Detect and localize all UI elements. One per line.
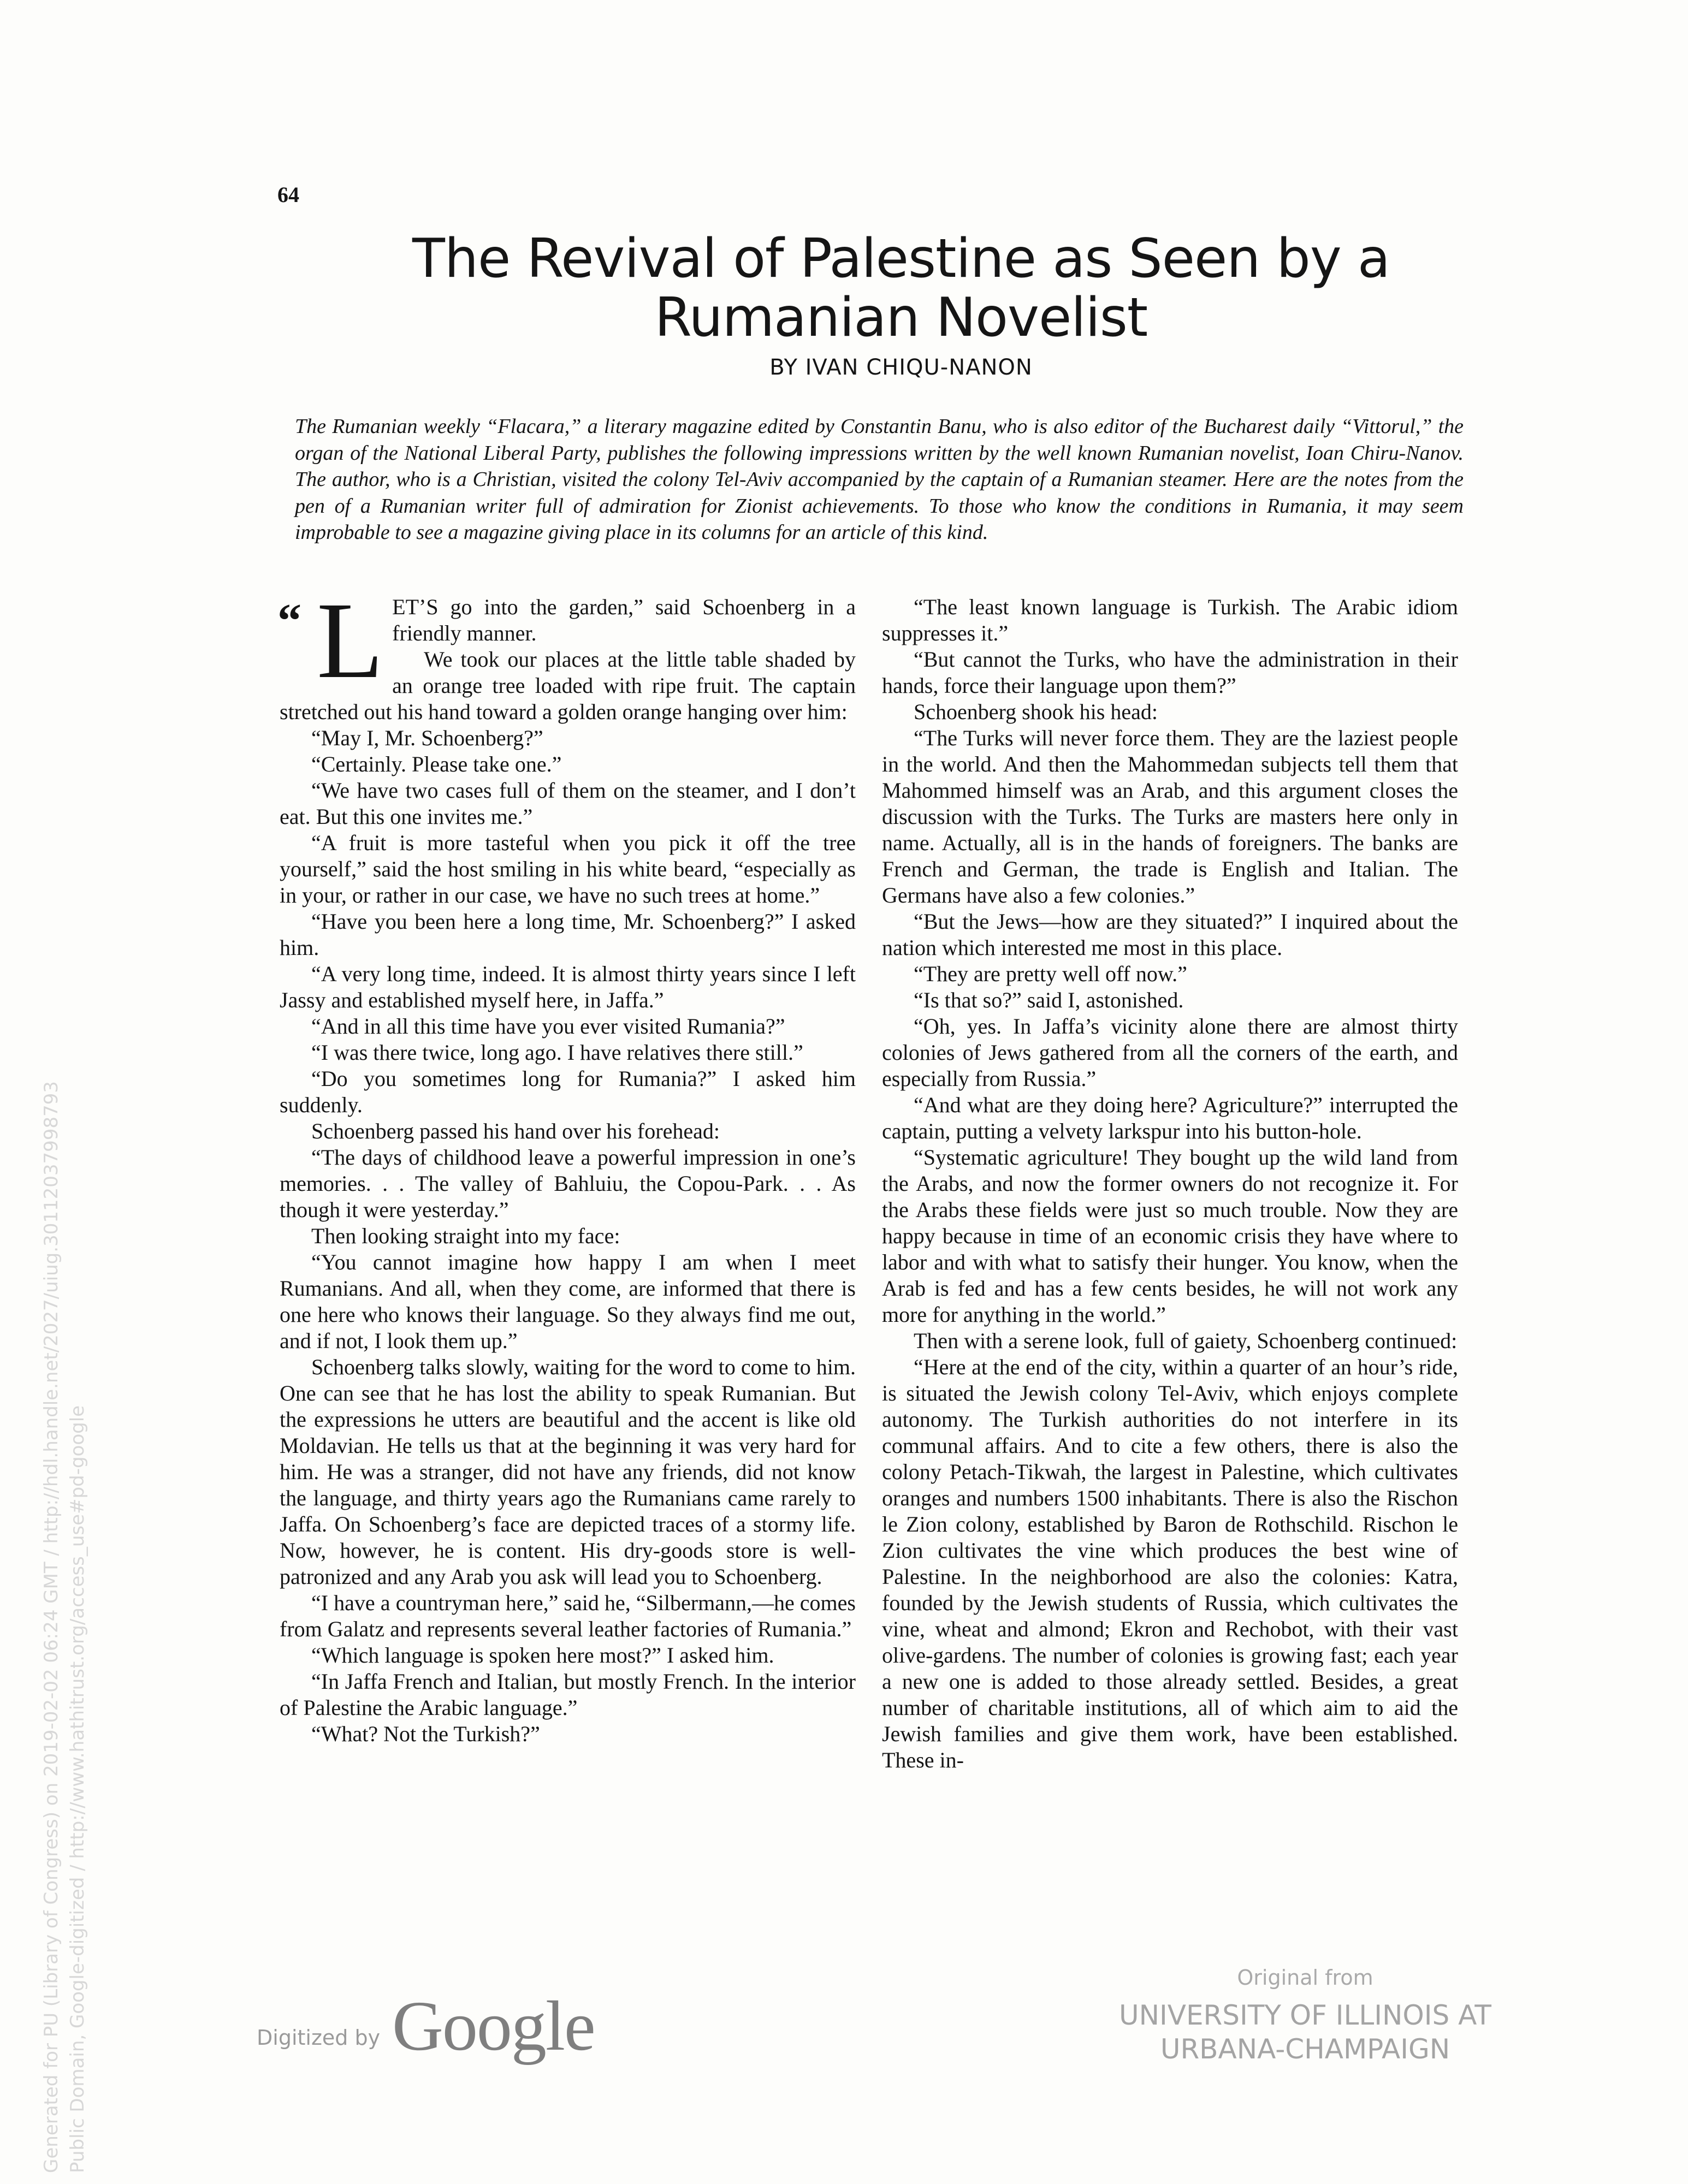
paragraph: “And in all this time have you ever visited Rumania?”: [311, 1014, 785, 1038]
paragraph: “I have a countryman here,” said he, “Silbermann,—he comes from Galatz and represents several leather factories of Rumania.”: [280, 1590, 856, 1641]
paragraph: “We have two cases full of them on the steamer, and I don’t eat. But this one invites me.”: [280, 778, 856, 829]
paragraph: “A very long time, indeed. It is almost thirty years since I left Jassy and established myself here, in Jaffa.”: [280, 962, 856, 1012]
paragraph: “The least known language is Turkish. The Arabic idiom suppresses it.”: [882, 595, 1458, 645]
paragraph: ET’S go into the garden,” said Schoenberg in a friendly manner.: [392, 595, 856, 645]
paragraph: “Is that so?” said I, astonished.: [914, 988, 1184, 1012]
paragraph: “A fruit is more tasteful when you pick it off the tree yourself,” said the host smiling in his white beard, “especially as in your, or rather in our case, we have no such trees at home.”: [280, 830, 856, 907]
article-title: [273, 229, 1529, 347]
paragraph: “The days of childhood leave a powerful impression in one’s memories. . . The valley of Bahluiu, the Copou-Park. . . As though it were yesterday.”: [280, 1145, 856, 1222]
paragraph: “Certainly. Please take one.”: [311, 752, 562, 776]
paragraph: Then with a serene look, full of gaiety, Schoenberg continued:: [914, 1328, 1458, 1353]
paragraph: “They are pretty well off now.”: [914, 962, 1187, 986]
article-intro: The Rumanian weekly “Flacara,” a literary magazine edited by Constantin Banu, who is also editor of the Bucharest daily “Vittorul,” the organ of the National Liberal Party, publishes the following impressions written by the well known Rumanian novelist, Ioan Chiru-Nanov. The author, who is a Christian, visited the colony Tel-Aviv accompanied by the captain of a Rumanian steamer. Here are the notes from the pen of a Rumanian writer full of admiration for Zionist achievements. To those who know the conditions in Rumania, it may seem improbable to see a magazine giving place in its columns for an article of this kind.: [295, 415, 1464, 544]
paragraph: “But cannot the Turks, who have the administration in their hands, force their language upon them?”: [882, 647, 1458, 698]
paragraph: Schoenberg passed his hand over his forehead:: [311, 1119, 720, 1143]
open-quote-mark: “: [277, 595, 301, 648]
paragraph: Then looking straight into my face:: [311, 1224, 620, 1248]
university-line-1: UNIVERSITY OF ILLINOIS AT: [1119, 1999, 1491, 2031]
google-logo: Google: [392, 1987, 595, 2066]
paragraph: “Here at the end of the city, within a quarter of an hour’s ride, is situated the Jewish colony Tel-Aviv, which enjoys complete autonomy. The Turkish authorities do not interfere in its communal affairs. And to cite a few others, there is also the colony Petach-Tikwah, the largest in Palestine, which cultivates oranges and numbers 1500 inhabitants. There is also the Rischon le Zion colony, established by Baron de Rothschild. Rischon le Zion cultivates the vine which produces the best wine of Palestine. In the neighborhood are also the colonies: Katra, founded by the Jewish students of Russia, which cultivates the vine, wheat and almond; Ekron and Rechobot, with their vast olive-gardens. The number of colonies is growing fast; each year a new one is added to those already settled. Besides, a great number of charitable institutions, all of which aim to aid the Jewish families and give them work, have been established. These in-: [882, 1355, 1458, 1772]
drop-cap: L: [317, 580, 384, 701]
paragraph: “Oh, yes. In Jaffa’s vicinity alone there are almost thirty colonies of Jews gathered from all the corners of the earth, and especially from Russia.”: [882, 1014, 1458, 1091]
paragraph: “The Turks will never force them. They are the laziest people in the world. And then the Mahommedan subjects tell them that Mahommed himself was an Arab, and this argument closes the discussion with the Turks. The Turks are masters here only in name. Actually, all is in the hands of foreigners. The banks are French and German, the trade is English and Italian. The Germans have also a few colonies.”: [882, 726, 1458, 907]
article-title-line-2: Rumanian Novelist: [654, 287, 1148, 349]
paragraph: “Which language is spoken here most?” I asked him.: [311, 1643, 774, 1667]
digitized-by-label: Digitized by: [257, 2026, 381, 2050]
paragraph: “And what are they doing here? Agriculture?” interrupted the captain, putting a velvety larkspur into his button-hole.: [882, 1093, 1458, 1143]
article-byline: BY IVAN CHIQU-NANON: [769, 355, 1033, 380]
right-column: [882, 594, 1458, 1773]
university-credit: [1032, 1998, 1578, 2066]
paragraph: “May I, Mr. Schoenberg?”: [311, 726, 543, 750]
paragraph: “Have you been here a long time, Mr. Schoenberg?” I asked him.: [280, 909, 856, 960]
paragraph: We took our places at the little table shaded by an orange tree loaded with ripe fruit. The captain stretched out his hand toward a golden orange hanging over him:: [280, 647, 856, 724]
watermark-line-1: Generated for PU (Library of Congress) on 2019-02-02 06:24 GMT / http://hdl.handle.net/2027/uiug.30112037998793: [40, 1081, 62, 2173]
left-column: [277, 580, 856, 1747]
paragraph: “Systematic agriculture! They bought up the wild land from the Arabs, and now the former owners do not recognize it. For the Arabs these fields were just so much trouble. Now they are happy because in time of an economic crisis they have where to labor and with what to satisfy their hunger. You know, when the Arab is fed and has a few cents besides, he will not work any more for anything in the world.”: [882, 1145, 1458, 1327]
paragraph: Schoenberg talks slowly, waiting for the word to come to him. One can see that he has lost the ability to speak Rumanian. But the expressions he utters are beautiful and the accent is like old Moldavian. He tells us that at the beginning it was very hard for him. He was a stranger, did not have any friends, did not know the language, and thirty years ago the Rumanians came rarely to Jaffa. On Schoenberg’s face are depicted traces of a stormy life. Now, however, he is content. His dry-goods store is well-patronized and any Arab you ask will lead you to Schoenberg.: [280, 1355, 856, 1589]
article-title-line-1: The Revival of Palestine as Seen by a: [412, 228, 1390, 290]
university-line-2: URBANA-CHAMPAIGN: [1160, 2033, 1450, 2065]
paragraph: “What? Not the Turkish?”: [311, 1722, 540, 1746]
watermark-line-2: Public Domain, Google-digitized / http://www.hathitrust.org/access_use#pd-google: [67, 1405, 88, 2173]
paragraph: Schoenberg shook his head:: [914, 699, 1158, 724]
side-watermark: [38, 1081, 91, 2173]
paragraph: “You cannot imagine how happy I am when I meet Rumanians. And all, when they come, are informed that there is one here who knows their language. So they always find me out, and if not, I look them up.”: [280, 1250, 856, 1353]
paragraph: “Do you sometimes long for Rumania?” I asked him suddenly.: [280, 1066, 856, 1117]
page-number: 64: [277, 182, 299, 207]
paragraph: “I was there twice, long ago. I have relatives there still.”: [311, 1040, 803, 1065]
paragraph: “But the Jews—how are they situated?” I inquired about the nation which interested me most in this place.: [882, 909, 1458, 960]
original-from-label: Original from: [1237, 1966, 1373, 1990]
paragraph: “In Jaffa French and Italian, but mostly French. In the interior of Palestine the Arabic language.”: [280, 1669, 856, 1720]
